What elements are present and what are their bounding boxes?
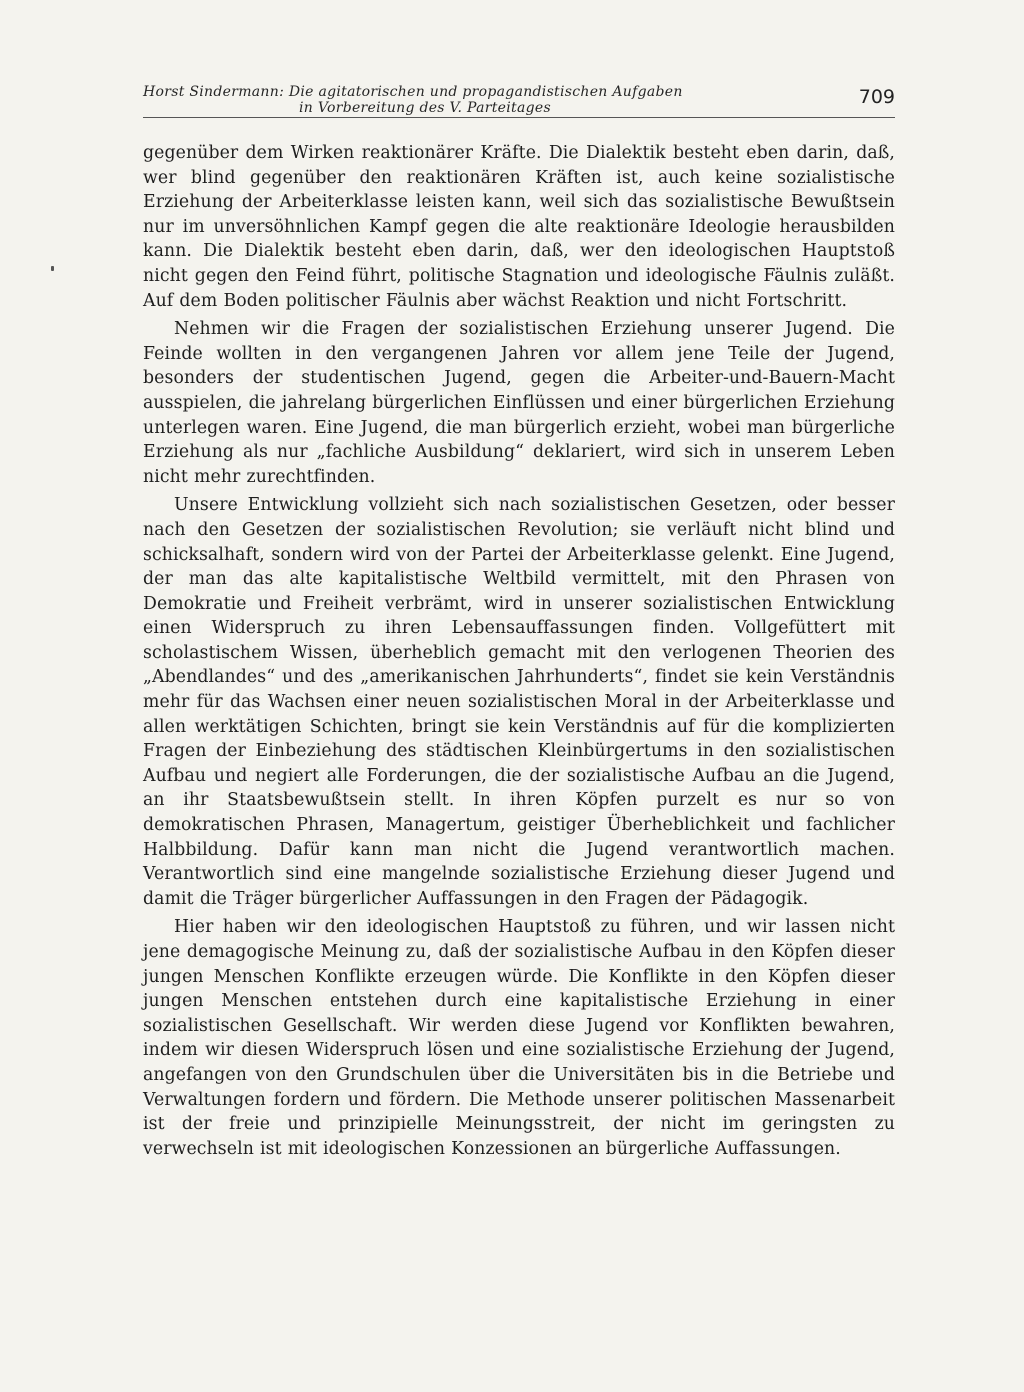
body-text <box>143 141 895 1161</box>
header-title-line2: in Vorbereitung des V. Parteitages <box>299 100 551 116</box>
header-title-line1: Die agitatorischen und propagandistischen Aufgaben <box>288 84 683 100</box>
running-header-text <box>143 84 743 116</box>
paragraph-3: Unsere Entwicklung vollzieht sich nach sozialistischen Gesetzen, oder besser nach den Gesetzen der sozialistischen Revolution; sie verläuft nicht blind und schicksalhaft, sondern wird von der Partei der Arbeiterklasse gelenkt. Eine Jugend, der man das alte kapitalistische Weltbild vermittelt, mit den Phrasen von Demokratie und Freiheit verbrämt, wird in unserer sozialistischen Entwicklung einen Widerspruch zu ihren Lebensauffassungen finden. Vollgefüttert mit scholastischem Wissen, überheblich gemacht mit den verlogenen Theorien des „Abendlandes“ und des „amerikanischen Jahrhunderts“, findet sie kein Verständnis mehr für das Wachsen einer neuen sozialistischen Moral in der Arbeiterklasse und allen werktätigen Schichten, bringt sie kein Verständnis auf für die komplizierten Fragen der Einbeziehung des städtischen Kleinbürgertums in den sozialistischen Aufbau und negiert alle Forderungen, die der sozialistische Aufbau an die Jugend, an ihr Staatsbewußtsein stellt. In ihren Köpfen purzelt es nur so von demokratischen Phrasen, Managertum, geistiger Überheblichkeit und fachlicher Halbbildung. Dafür kann man nicht die Jugend verantwortlich machen. Verantwortlich sind eine mangelnde sozialistische Erziehung dieser Jugend und damit die Träger bürgerlicher Auffassungen in den Fragen der Pädagogik. <box>143 495 895 909</box>
paragraph-4: Hier haben wir den ideologischen Hauptstoß zu führen, und wir lassen nicht jene demagogische Meinung zu, daß der sozialistische Aufbau in den Köpfen dieser jungen Menschen Konflikte erzeugen würde. Die Konflikte in den Köpfen dieser jungen Menschen entstehen durch eine kapitalistische Erziehung in einer sozialistischen Gesellschaft. Wir werden diese Jugend vor Konflikten bewahren, indem wir diesen Widerspruch lösen und eine sozialistische Erziehung der Jugend, angefangen von den Grundschulen über die Universitäten bis in die Betriebe und Verwaltungen fordern und fördern. Die Methode unserer politischen Massenarbeit ist der freie und prinzipielle Meinungsstreit, der nicht im geringsten zu verwechseln ist mit ideologischen Konzessionen an bürgerliche Auffassungen. <box>143 917 895 1159</box>
paragraph-2: Nehmen wir die Fragen der sozialistischen Erziehung unserer Jugend. Die Feinde wollten in den vergangenen Jahren vor allem jene Teile der Jugend, besonders der studentischen Jugend, gegen die Arbeiter-und-Bauern-Macht ausspielen, die jahrelang bürgerlichen Einflüssen und einer bürgerlichen Erziehung unterlegen waren. Eine Jugend, die man bürgerlich erzieht, wobei man bürgerliche Erziehung als nur „fachliche Ausbildung“ deklariert, wird sich in unserem Leben nicht mehr zurechtfinden. <box>143 319 895 487</box>
paragraph-1: gegenüber dem Wirken reaktionärer Kräfte. Die Dialektik besteht eben darin, daß, wer blind gegenüber den reaktionären Kräften ist, auch keine sozialistische Erziehung der Arbeiterklasse leisten kann, weil sich das sozialistische Bewußtsein nur im unversöhnlichen Kampf gegen die alte reaktionäre Ideologie herausbilden kann. Die Dialektik besteht eben darin, daß, wer den ideologischen Hauptstoß nicht gegen den Feind führt, politische Stagnation und ideologische Fäulnis zuläßt. Auf dem Boden politischer Fäulnis aber wächst Reaktion und nicht Fortschritt. <box>143 143 895 311</box>
header-rule <box>143 117 895 118</box>
scan-speck <box>51 266 54 271</box>
page-number: 709 <box>858 86 895 108</box>
header-author: Horst Sindermann: <box>143 84 285 100</box>
